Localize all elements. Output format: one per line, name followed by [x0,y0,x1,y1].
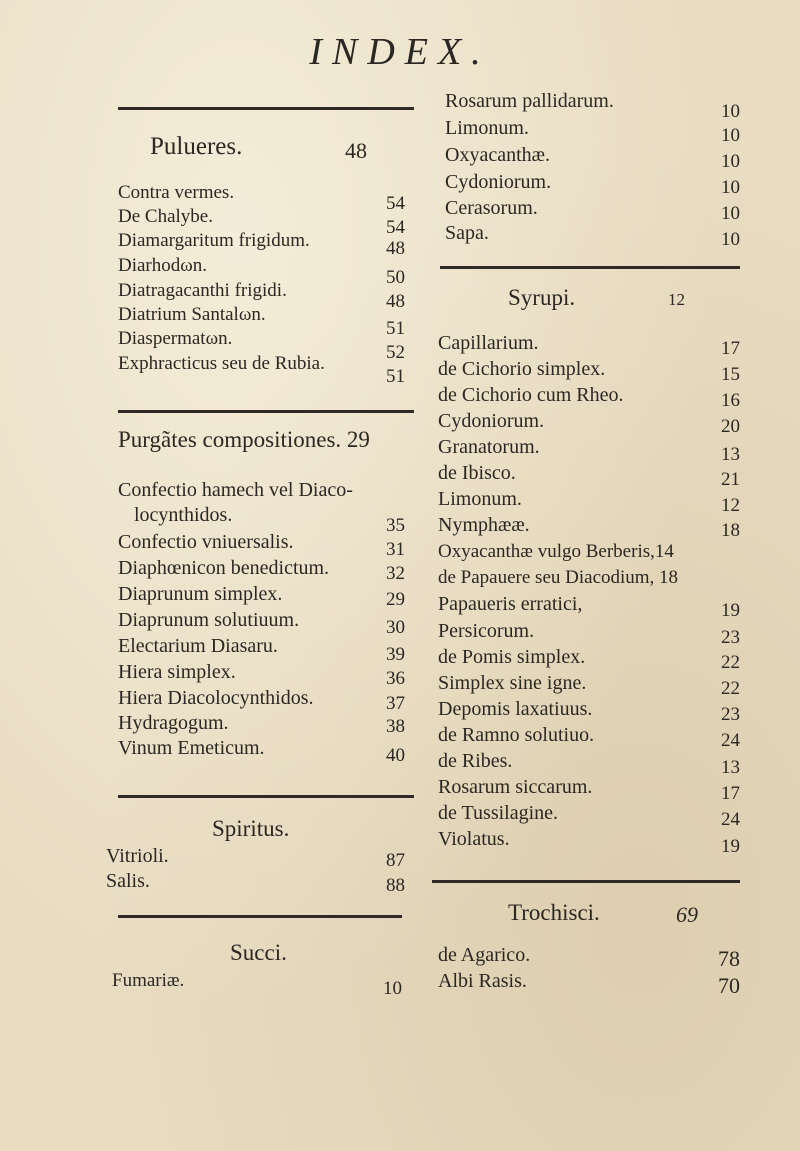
index-entry: Diamargaritum frigidum. [118,230,310,251]
index-entry: de Pomis simplex. [438,646,586,668]
index-entry: Nymphææ. [438,514,530,536]
index-entry: Sapa. [445,222,489,244]
index-page: 40 [386,745,405,766]
section-page-trochisci: 69 [676,902,698,927]
index-page: 36 [386,668,405,689]
index-entry: Depomis laxatiuus. [438,698,593,720]
index-entry: De Chalybe. [118,206,213,227]
index-entry: Exphracticus seu de Rubia. [118,353,325,374]
index-page: 21 [721,469,740,490]
index-entry: Limonum. [445,117,529,139]
index-entry: Salis. [106,870,150,892]
index-entry: Fumariæ. [112,970,185,991]
index-entry: Cerasorum. [445,197,538,219]
index-page: 88 [386,875,405,896]
index-page: 18 [721,520,740,541]
index-page: 17 [721,338,740,359]
index-page: 15 [721,364,740,385]
index-page: 13 [721,757,740,778]
section-heading-trochisci: Trochisci. [508,900,600,925]
index-entry: Cydoniorum. [445,171,552,193]
index-entry: Granatorum. [438,436,540,458]
index-page: 10 [721,101,740,122]
index-page: 23 [721,704,740,725]
index-page: 87 [386,850,405,871]
index-page: 39 [386,644,405,665]
section-heading-syrupi: Syrupi. [508,285,576,310]
section-page-syrupi: 12 [668,290,685,309]
index-entry: Simplex sine igne. [438,672,587,694]
index-entry: Cydoniorum. [438,410,545,432]
section-heading-pulueres: Pulueres. [150,133,243,160]
divider-rule [118,410,414,413]
index-page: 23 [721,627,740,648]
index-page: 37 [386,693,405,714]
index-entry: Vitrioli. [106,845,169,867]
index-entry: de Papauere seu Diacodium, 18 [438,567,679,588]
divider-rule [440,266,740,269]
section-heading-purgantes: Purgãtes compositiones. 29 [118,427,370,452]
index-entry: locynthidos. [134,504,233,526]
index-entry: Hiera simplex. [118,661,236,683]
index-entry: Albi Rasis. [438,970,527,992]
index-page: 10 [721,151,740,172]
index-entry: de Agarico. [438,944,531,966]
index-entry: Papaueris erratici, [438,593,583,615]
index-page: 54 [386,193,405,214]
divider-rule [118,915,402,918]
index-page: 78 [718,946,740,971]
index-entry: de Ibisco. [438,462,516,484]
index-entry: de Ramno solutiuo. [438,724,595,746]
index-entry: Confectio hamech vel Diaco- [118,479,353,501]
index-entry: Diaprunum solutiuum. [118,609,300,631]
index-page: 19 [721,836,740,857]
index-entry: Contra vermes. [118,182,235,203]
index-page: 38 [386,716,405,737]
index-entry: Diaprunum simplex. [118,583,283,605]
section-page-pulueres: 48 [345,138,367,163]
index-entry: Rosarum siccarum. [438,776,593,798]
index-entry: Persicorum. [438,620,535,642]
index-page: 30 [386,617,405,638]
index-entry: Oxyacanthæ vulgo Berberis,14 [438,541,674,562]
page-title: INDEX. [309,31,491,73]
index-page: 10 [721,229,740,250]
index-entry: Limonum. [438,488,522,510]
index-entry: Rosarum pallidarum. [445,90,614,112]
index-page: 51 [386,366,405,387]
index-page: 20 [721,416,740,437]
index-entry: Diaphœnicon benedictum. [118,557,330,579]
divider-rule [118,795,414,798]
index-page: 24 [721,730,740,751]
index-page: 17 [721,783,740,804]
divider-rule [432,880,740,883]
index-page: 12 [721,495,740,516]
index-entry: Vinum Emeticum. [118,737,265,759]
index-page: 22 [721,678,740,699]
index-entry: Confectio vniuersalis. [118,531,294,553]
index-page: 48 [386,291,405,312]
index-page: 10 [721,177,740,198]
index-entry: de Ribes. [438,750,513,772]
index-page: 16 [721,390,740,411]
section-heading-succi: Succi. [230,940,287,965]
index-page: 10 [721,203,740,224]
index-entry: Hydragogum. [118,712,229,734]
index-page: 22 [721,652,740,673]
index-entry: Diarhodωn. [118,255,208,276]
index-entry: Hiera Diacolocynthidos. [118,687,314,709]
index-page: 35 [386,515,405,536]
index-entry: de Tussilagine. [438,802,559,824]
index-entry: Diatragacanthi frigidi. [118,280,287,301]
index-page: 51 [386,318,405,339]
index-page: 32 [386,563,405,584]
index-page: 48 [386,238,405,259]
index-entry: Electarium Diasaru. [118,635,278,657]
index-page: 10 [383,978,402,999]
index-page: 29 [386,589,405,610]
index-entry: de Cichorio simplex. [438,358,606,380]
index-page: 10 [721,125,740,146]
index-page: 31 [386,539,405,560]
index-page: 52 [386,342,405,363]
index-page: 54 [386,217,405,238]
index-entry: Capillarium. [438,332,539,354]
index-page: 13 [721,444,740,465]
index-entry: de Cichorio cum Rheo. [438,384,624,406]
index-entry: Diaspermatωn. [118,328,233,349]
divider-rule [118,107,414,110]
index-entry: Diatrium Santalωn. [118,304,266,325]
index-entry: Violatus. [438,828,510,850]
index-page: 19 [721,600,740,621]
section-heading-spiritus: Spiritus. [212,816,290,841]
index-page: 24 [721,809,740,830]
index-page: 50 [386,267,405,288]
index-entry: Oxyacanthæ. [445,144,550,166]
index-page: 70 [718,973,740,998]
